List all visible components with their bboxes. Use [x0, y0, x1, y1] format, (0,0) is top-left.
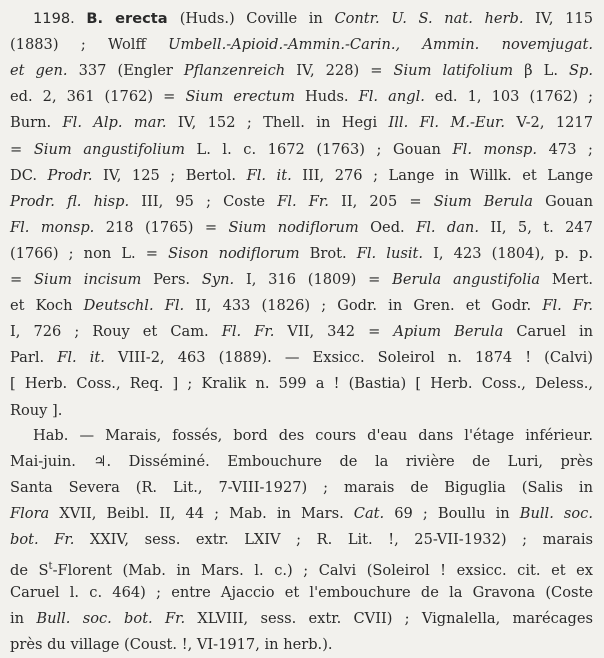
text-run: 218 (1765) =	[94, 218, 229, 236]
text-run: Cat.	[353, 505, 385, 523]
text-run: Syn.	[201, 271, 235, 288]
text-run: Fl. it.	[57, 349, 105, 367]
text-line	[10, 371, 593, 397]
text-line	[10, 606, 593, 632]
text-run: Bull. soc. bot. Fr.	[36, 609, 186, 627]
text-run: Mert.	[540, 271, 593, 288]
text-line	[10, 241, 593, 267]
text-run: Caruel l. c. 464) ; entre Ajaccio et l'embouchure de la Gravona (Coste	[10, 583, 593, 601]
text-run: Contr. U. S. nat. herb.	[334, 10, 524, 27]
text-line	[10, 267, 593, 293]
text-run: et gen.	[10, 62, 68, 80]
text-run: Fl. Alp. mar.	[62, 114, 167, 132]
text-run: Mai-juin.	[10, 453, 94, 471]
text-run: Pflanzenreich	[183, 62, 286, 80]
text-line	[10, 84, 593, 110]
text-run: 69 ; Boullu in	[384, 505, 520, 523]
text-run: VII, 342 =	[274, 323, 394, 341]
text-run: Huds.	[294, 88, 359, 106]
text-run: II, 5, t. 247	[478, 218, 593, 236]
text-line	[10, 293, 593, 319]
text-line	[10, 527, 593, 553]
text-run: 337 (Engler	[67, 62, 184, 80]
text-line	[10, 215, 593, 241]
text-run: ed. 1, 103 (1762) ;	[424, 88, 593, 106]
text-run: Sium nodiflorum	[228, 218, 359, 236]
text-line	[10, 580, 593, 606]
text-run: Berula angustifolia	[392, 271, 541, 288]
text-run: I, 316 (1809) =	[234, 271, 393, 288]
text-run: Flora	[10, 505, 50, 523]
text-run: IV, 228) =	[285, 62, 394, 80]
text-run: Fl. monsp.	[10, 218, 95, 236]
text-run: Brot.	[299, 244, 357, 262]
text-run: Ill. Fl. M.-Eur.	[388, 114, 506, 132]
text-run: Fl. lusit.	[356, 244, 424, 262]
text-run: Fl. angl.	[358, 88, 425, 106]
text-run: Burn.	[10, 114, 63, 132]
text-line	[10, 398, 593, 424]
text-run: Fl. it.	[246, 166, 292, 184]
text-run: Bull. soc.	[519, 505, 593, 523]
text-run: Fl. Fr.	[221, 323, 275, 341]
text-run: et Koch	[10, 297, 84, 315]
text-run: Sium erectum	[185, 88, 295, 106]
text-run: Hab. — Marais, fossés, bord des cours d'eau dans l'étage inférieur.	[33, 427, 593, 444]
text-run: Fl. Fr.	[277, 192, 329, 210]
text-line	[33, 6, 593, 32]
text-run: VIII-2, 463 (1889). — Exsicc. Soleirol n. 1874 ! (Calvi)	[104, 349, 593, 367]
text-run: IV, 115	[523, 10, 593, 27]
text-run: XLVIII, sess. extr. CVII) ; Vignalella, marécages	[185, 609, 593, 627]
text-run: Pers.	[141, 271, 202, 288]
text-run: (1766) ; non L. =	[10, 244, 169, 262]
text-run: =	[10, 140, 34, 158]
text-line	[10, 345, 593, 371]
text-line	[10, 58, 593, 84]
text-run: 473 ;	[537, 140, 593, 158]
text-run: . Disséminé. Embouchure de la rivière de Luri, près	[106, 453, 593, 471]
text-run: Fl. dan.	[416, 218, 479, 236]
text-run: Caruel in	[503, 323, 594, 341]
text-run: bot. Fr.	[10, 531, 75, 549]
text-run: III, 95 ; Coste	[129, 192, 278, 210]
text-run: Fl. monsp.	[452, 140, 538, 158]
text-run: Santa Severa (R. Lit., 7-VIII-1927) ; marais de Biguglia (Salis in	[10, 479, 593, 497]
text-run: XXIV, sess. extr. LXIV ; R. Lit. !, 25-VII-1932) ; marais	[74, 531, 593, 549]
text-line	[10, 163, 593, 189]
text-line	[10, 632, 593, 658]
text-run: DC.	[10, 166, 48, 184]
text-run: Umbell.-Apioid.-Ammin.-Carin., Ammin. novemjugat.	[168, 36, 593, 54]
text-run: -Florent (Mab. in Mars. l. c.) ; Calvi (Soleirol ! exsicc. cit. et ex	[52, 561, 593, 579]
text-run: Deutschl. Fl.	[83, 297, 185, 315]
text-run: =	[10, 271, 35, 288]
text-run: I, 423 (1804), p. p.	[423, 244, 593, 262]
text-run: Prodr. fl. hisp.	[10, 192, 130, 210]
text-run: de S	[10, 561, 49, 579]
text-run: t	[48, 560, 53, 572]
text-run: Fl. Fr.	[542, 297, 594, 315]
text-run: Sium incisum	[34, 271, 142, 288]
text-line	[10, 501, 593, 527]
text-run: près du village (Coust. !, VI-1917, in herb.).	[10, 635, 333, 653]
text-run: in	[10, 609, 37, 627]
text-run: V-2, 1217	[505, 114, 593, 132]
text-run: Parl.	[10, 349, 58, 367]
text-run: ♃	[93, 453, 107, 471]
text-run: II, 205 =	[328, 192, 434, 210]
genus-abbrev: B.	[86, 10, 116, 27]
text-run: Sium Berula	[433, 192, 533, 210]
text-line	[10, 32, 593, 58]
text-line	[33, 423, 593, 449]
text-run: IV, 125 ; Bertol.	[92, 166, 247, 184]
text-run: Sp.	[569, 62, 593, 80]
text-line	[10, 475, 593, 501]
text-run: II, 433 (1826) ; Godr. in Gren. et Godr.	[184, 297, 543, 315]
text-line	[10, 189, 593, 215]
text-run: I, 726 ; Rouy et Cam.	[10, 323, 222, 341]
text-line	[10, 449, 593, 475]
text-run: Apium Berula	[393, 323, 504, 341]
text-run: β L.	[513, 62, 570, 80]
text-line	[10, 137, 593, 163]
species-epithet: erecta	[115, 10, 180, 27]
text-run: Sium latifolium	[393, 62, 514, 80]
text-run: [ Herb. Coss., Req. ] ; Kralik n. 599 a ! (Bastia) [ Herb. Coss., Deless.,	[10, 375, 593, 393]
text-run: ed. 2, 361 (1762) =	[10, 88, 186, 106]
text-run: Oed.	[358, 218, 417, 236]
text-run: Prodr.	[47, 166, 93, 184]
text-line	[10, 110, 593, 136]
text-run: (1883) ; Wolff	[10, 36, 169, 54]
text-run: XVII, Beibl. II, 44 ; Mab. in Mars.	[49, 505, 354, 523]
text-run: III, 276 ; Lange in Willk. et Lange	[291, 166, 594, 184]
entry-number: 1198.	[33, 10, 87, 27]
text-run: Sium angustifolium	[33, 140, 185, 158]
text-run: L. l. c. 1672 (1763) ; Gouan	[184, 140, 453, 158]
text-run: Rouy ].	[10, 401, 63, 419]
text-run: Gouan	[532, 192, 594, 210]
text-run: IV, 152 ; Thell. in Hegi	[166, 114, 389, 132]
text-run: Sison nodiflorum	[168, 244, 300, 262]
text-line	[10, 319, 593, 345]
text-run: (Huds.) Coville in	[179, 10, 335, 27]
